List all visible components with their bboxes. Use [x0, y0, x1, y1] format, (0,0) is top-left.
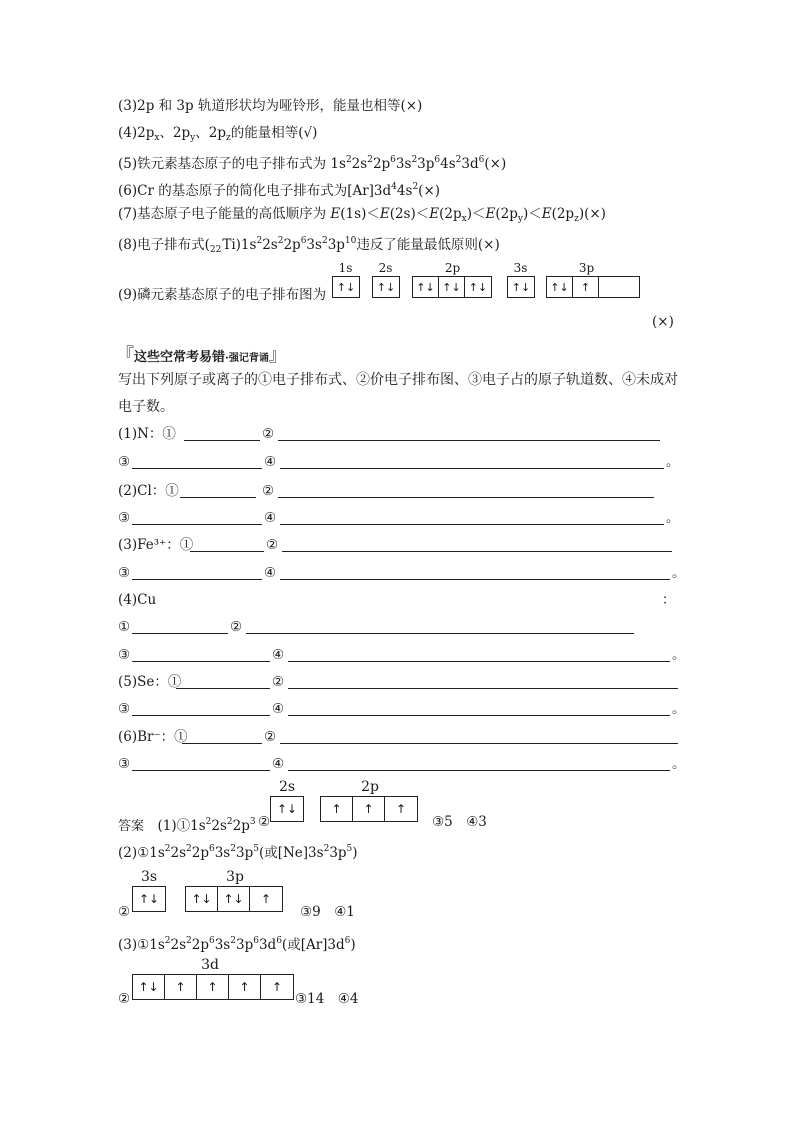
- orbital-box: ↑: [395, 802, 407, 816]
- orbital-label: 3d: [201, 957, 219, 973]
- orbital-label: 2s: [278, 779, 296, 795]
- section-dot: ·: [225, 353, 229, 364]
- superscript: 6: [253, 936, 259, 946]
- superscript: 2: [256, 236, 263, 246]
- judgment-3-text: (3)2p 和 3p 轨道形状均为哑铃形，能量也相等(×): [118, 98, 423, 114]
- section-heading: [116, 341, 287, 367]
- superscript: 3: [249, 817, 256, 827]
- superscript: 6: [276, 936, 282, 946]
- orbital-2p: [320, 780, 420, 822]
- orbital-box: ↑: [271, 980, 283, 994]
- orbital-term: 3s: [395, 156, 412, 172]
- text: (6)Cr 的基态原子的简化电子排布式为[Ar]3d: [118, 183, 392, 199]
- section-title: 这些空常考易错: [134, 350, 226, 365]
- superscript: 6: [390, 155, 396, 165]
- orbital-label: 2p: [444, 261, 461, 275]
- blank-fe-1[interactable]: [190, 551, 264, 552]
- orbital-box: ↑↓: [468, 280, 488, 294]
- judgment-4: [118, 123, 317, 148]
- text: (×): [484, 156, 507, 172]
- text: 的能量相等(√): [230, 125, 318, 141]
- blank-label-n: (1)N：①: [118, 426, 176, 442]
- text: (8)电子排布式(: [118, 237, 210, 253]
- superscript: 2: [164, 936, 171, 946]
- superscript: 6: [344, 936, 351, 946]
- energy-symbol: E: [541, 206, 552, 222]
- orbital-boxes: [372, 276, 400, 298]
- answer-1-marker-2: ②: [258, 814, 271, 830]
- electron-config: [256, 237, 356, 253]
- text: (2s)＜: [389, 206, 430, 222]
- orbital-term: 3p: [329, 845, 347, 861]
- text: (9)磷元素基态原子的电子排布图为: [118, 287, 327, 303]
- blank-br-2[interactable]: [280, 743, 678, 744]
- period-br: 。: [672, 756, 686, 772]
- blank-n-4[interactable]: [280, 468, 664, 469]
- orbital-box: ↑: [321, 797, 353, 821]
- orbital-box: ↑↓: [547, 277, 573, 297]
- orbital-term: 2s: [170, 845, 187, 861]
- orbital-term: 2p: [191, 937, 209, 953]
- energy-symbol: E: [379, 206, 390, 222]
- superscript: 2: [321, 236, 328, 246]
- blank-label-fe: (3)Fe³⁺：①: [118, 537, 194, 553]
- orbital-3s: [132, 870, 166, 912]
- text: (或[Ar]3d: [281, 937, 345, 953]
- text: (1)①1s: [157, 818, 206, 834]
- answer-2: [118, 839, 358, 863]
- text: )＜: [522, 206, 542, 222]
- marker-4-se: ④: [272, 701, 285, 717]
- marker-4-cu: ④: [272, 647, 285, 663]
- superscript: 6: [208, 936, 215, 946]
- blank-br-1[interactable]: [182, 743, 262, 744]
- marker-4-fe: ④: [264, 565, 277, 581]
- electron-config: [346, 156, 484, 172]
- energy-symbol: E: [330, 206, 341, 222]
- orbital-term: 2p: [232, 818, 250, 834]
- blank-n-2[interactable]: [278, 440, 660, 441]
- orbital-term: 3d: [258, 937, 277, 953]
- blank-label-se: (5)Se：①: [118, 674, 182, 690]
- blank-n-1[interactable]: [184, 440, 260, 441]
- orbital-box: ↑: [260, 892, 272, 906]
- orbital-boxes: [185, 886, 283, 912]
- blank-cu-3[interactable]: [132, 661, 270, 662]
- blank-cl-4[interactable]: [280, 524, 664, 525]
- marker-2-cu: ②: [230, 619, 243, 635]
- orbital-1s: [332, 262, 359, 298]
- superscript: 5: [346, 844, 353, 854]
- blank-cl-3[interactable]: [132, 524, 262, 525]
- orbital-box: ↑↓: [138, 892, 160, 906]
- text: )＜: [466, 206, 486, 222]
- blank-br-3[interactable]: [132, 770, 270, 771]
- text: (7)基态原子电子能量的高低顺序为: [118, 206, 331, 222]
- orbital-term: 3d: [461, 156, 479, 172]
- answer-1-tail: ③5 ④3: [432, 814, 487, 830]
- orbital-term: 4s: [440, 156, 456, 172]
- orbital-box: ↑↓: [218, 887, 250, 911]
- text: 违反了能量最低原则(×): [356, 237, 500, 253]
- superscript: 2: [230, 936, 236, 946]
- blank-se-4[interactable]: [288, 715, 670, 716]
- period-cl: 。: [666, 510, 680, 526]
- orbital-term: 2s: [211, 818, 227, 834]
- superscript: 2: [323, 844, 330, 854]
- superscript: 2: [205, 817, 212, 827]
- text: Ti)1s: [222, 237, 257, 253]
- marker-2-se: ②: [272, 674, 285, 690]
- marker-4-br: ④: [272, 756, 285, 772]
- text: (2p: [551, 206, 575, 222]
- orbital-box: ↑: [229, 975, 261, 999]
- orbital-label: 3s: [513, 261, 528, 275]
- subscript: z: [226, 133, 231, 143]
- period-fe: 。: [672, 565, 686, 581]
- orbital-box: ↑↓: [376, 280, 396, 294]
- text: (2)①1s: [118, 845, 165, 861]
- superscript: 2: [226, 817, 233, 827]
- subscript: x: [461, 214, 467, 224]
- text: (2p: [495, 206, 518, 222]
- blank-label-cu: (4)Cu: [118, 592, 157, 608]
- orbital-box: ↑: [353, 797, 385, 821]
- orbital-term: 2p: [372, 156, 391, 172]
- marker-2-fe: ②: [266, 537, 279, 553]
- text: 、2p: [195, 125, 226, 141]
- superscript: 6: [300, 236, 307, 246]
- superscript: 2: [164, 844, 171, 854]
- superscript: 2: [230, 844, 236, 854]
- blank-cu-1[interactable]: [132, 633, 228, 634]
- subscript: y: [517, 214, 523, 224]
- period-se: 。: [672, 701, 686, 717]
- blank-fe-3[interactable]: [132, 579, 262, 580]
- marker-3-br: ③: [118, 756, 131, 772]
- blank-fe-2[interactable]: [282, 551, 672, 552]
- answer-3-tail: ③14 ④4: [295, 991, 359, 1007]
- superscript: 2: [367, 155, 373, 165]
- orbital-term: 2s: [262, 237, 278, 253]
- cu-colon: ：: [662, 592, 676, 608]
- judgment-6: [118, 177, 440, 201]
- marker-4-n: ④: [264, 454, 277, 470]
- orbital-label: 3p: [578, 261, 595, 275]
- orbital-label: 3s: [140, 869, 158, 885]
- marker-3-n: ③: [118, 454, 131, 470]
- orbital-boxes: [507, 276, 535, 298]
- period-cu: 。: [672, 647, 686, 663]
- superscript: 6: [434, 155, 441, 165]
- superscript: 2: [455, 155, 462, 165]
- text: (1s)＜: [340, 206, 380, 222]
- atomic-number: 22: [209, 245, 222, 255]
- subscript: z: [574, 214, 579, 224]
- orbital-label: 2p: [361, 779, 379, 795]
- superscript: 10: [344, 236, 357, 246]
- instruction-line-2: 电子数。: [118, 399, 174, 415]
- electron-config: [206, 818, 256, 834]
- superscript: 6: [478, 155, 485, 165]
- superscript: 2: [412, 182, 419, 192]
- orbital-box: ↑↓: [186, 887, 218, 911]
- marker-3-cl: ③: [118, 510, 131, 526]
- orbital-box: ↑: [573, 277, 599, 297]
- orbital-label: 2s: [378, 261, 393, 275]
- blank-cl-1[interactable]: [180, 497, 256, 498]
- orbital-term: 3p: [327, 237, 345, 253]
- orbital-boxes: [132, 974, 294, 1000]
- blank-cu-2[interactable]: [246, 633, 634, 634]
- text: 、2p: [159, 125, 191, 141]
- orbital-label: 3p: [226, 869, 244, 885]
- marker-3-cu: ③: [118, 647, 131, 663]
- blank-n-3[interactable]: [132, 468, 262, 469]
- text: 4s: [396, 183, 413, 199]
- marker-2-cl: ②: [262, 483, 275, 499]
- text: (5)铁元素基态原子的电子排布式为 1s: [118, 156, 346, 172]
- orbital-box: [599, 277, 639, 297]
- instruction-line-1: 写出下列原子或离子的①电子排布式、②价电子排布图、③电子占的原子轨道数、④未成对: [118, 372, 678, 388]
- orbital-term: 2s: [170, 937, 187, 953]
- superscript: 2: [186, 936, 192, 946]
- orbital-box: ↑: [165, 975, 197, 999]
- orbital-box: ↑↓: [511, 280, 531, 294]
- superscript: 2: [345, 155, 352, 165]
- orbital-boxes: [332, 276, 360, 298]
- blank-fe-4[interactable]: [280, 579, 670, 580]
- orbital-3d: [132, 958, 288, 1000]
- marker-3-se: ③: [118, 701, 131, 717]
- section-subtitle: 强记背诵: [228, 353, 269, 364]
- superscript: 2: [186, 844, 192, 854]
- answer-3: [118, 931, 356, 955]
- orbital-label: 1s: [338, 261, 353, 275]
- superscript: 2: [277, 236, 284, 246]
- orbital-term: 3s: [306, 237, 322, 253]
- orbital-term: 2p: [283, 237, 301, 253]
- orbital-box: ↑↓: [439, 277, 465, 297]
- orbital-3p: [185, 870, 285, 912]
- subscript: x: [154, 133, 160, 143]
- blank-se-1[interactable]: [176, 688, 270, 689]
- marker-2-br: ②: [264, 729, 277, 745]
- electron-config: [165, 937, 282, 953]
- superscript: 4: [391, 182, 397, 192]
- electron-config-alt: [324, 845, 353, 861]
- orbital-term: 3p: [235, 845, 254, 861]
- orbital-term: 3s: [214, 937, 231, 953]
- judgment-9-text: [118, 285, 326, 305]
- orbital-term: 2s: [351, 156, 368, 172]
- orbital-term: 2p: [191, 845, 209, 861]
- orbital-box: ↑↓: [336, 280, 356, 294]
- orbital-2s: [270, 780, 304, 822]
- subscript: y: [190, 133, 196, 143]
- orbital-boxes: [132, 886, 166, 912]
- text: (2p: [439, 206, 462, 222]
- orbital-box: ↑: [197, 975, 229, 999]
- answer-2-tail: ③9 ④1: [300, 904, 355, 920]
- text: (3)①1s: [118, 937, 165, 953]
- text: ): [350, 937, 356, 953]
- bracket-close: 』: [268, 345, 287, 366]
- marker-4-cl: ④: [264, 510, 277, 526]
- marker-1-cu: ①: [118, 619, 131, 635]
- energy-symbol: E: [429, 206, 440, 222]
- judgment-8: [118, 231, 500, 260]
- judgment-9-mark: (×): [652, 314, 674, 330]
- text: (4)2p: [118, 125, 155, 141]
- blank-se-2[interactable]: [288, 688, 678, 689]
- text: (或[Ne]3s: [258, 845, 324, 861]
- answer-3-marker-2: ②: [118, 991, 131, 1007]
- answer-2-marker-2: ②: [118, 904, 131, 920]
- orbital-boxes: [270, 796, 304, 822]
- blank-label-br: (6)Br⁻：①: [118, 729, 188, 745]
- judgment-3: [118, 96, 422, 116]
- judgment-7: [118, 204, 606, 229]
- orbital-boxes: [412, 276, 492, 298]
- blank-label-cl: (2)Cl：①: [118, 483, 179, 499]
- answer-label: 答案: [118, 819, 145, 834]
- blank-cl-2[interactable]: [278, 497, 654, 498]
- judgment-5: [118, 150, 506, 174]
- orbital-term: 3p: [235, 937, 254, 953]
- orbital-2s: [372, 262, 399, 298]
- orbital-box: ↑↓: [133, 975, 165, 999]
- orbital-box: ↑↓: [276, 802, 298, 816]
- superscript: 2: [411, 155, 418, 165]
- superscript: 5: [253, 844, 259, 854]
- orbital-boxes: [320, 796, 418, 822]
- orbital-3s: [507, 262, 534, 298]
- text: (×): [418, 183, 441, 199]
- text: )(×): [578, 206, 606, 222]
- answer-1: [118, 812, 256, 837]
- orbital-term: 3s: [214, 845, 231, 861]
- marker-3-fe: ③: [118, 565, 131, 581]
- energy-symbol: E: [485, 206, 496, 222]
- orbital-3p: [546, 262, 627, 298]
- superscript: 6: [208, 844, 215, 854]
- orbital-term: 3p: [417, 156, 435, 172]
- orbital-box: ↑↓: [413, 277, 439, 297]
- electron-config: [165, 845, 259, 861]
- blank-br-4[interactable]: [288, 770, 670, 771]
- blank-se-3[interactable]: [132, 715, 270, 716]
- bracket-open: 『: [116, 345, 134, 366]
- period-n: 。: [666, 454, 680, 470]
- orbital-boxes: [546, 276, 640, 298]
- orbital-2p: [412, 262, 493, 298]
- marker-2-n: ②: [262, 426, 275, 442]
- text: ): [352, 845, 358, 861]
- blank-cu-4[interactable]: [288, 661, 670, 662]
